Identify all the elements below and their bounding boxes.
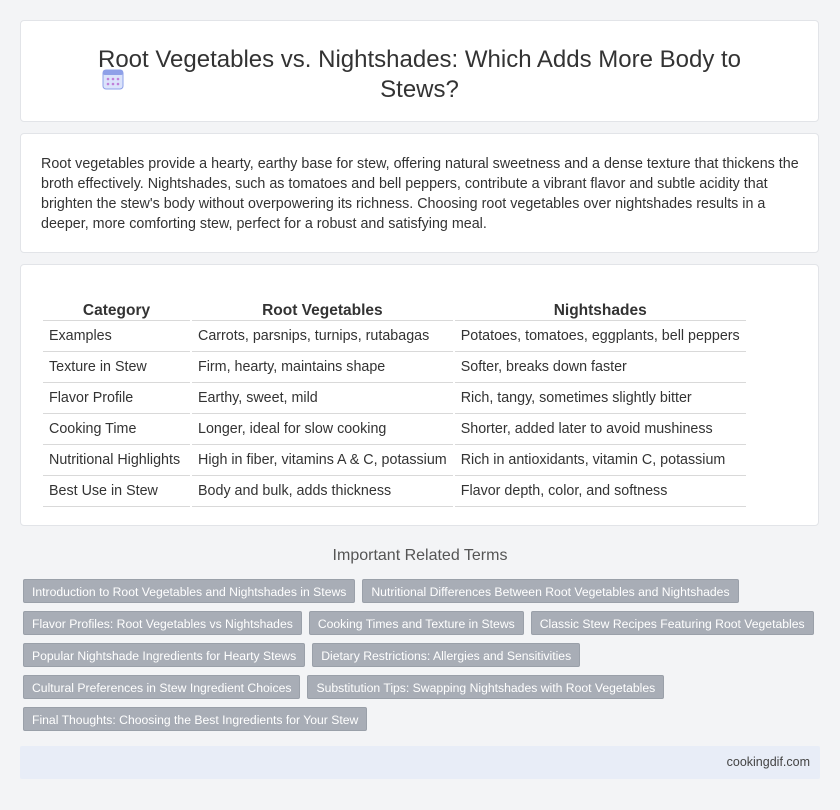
related-term-tag[interactable]: Flavor Profiles: Root Vegetables vs Nightshades bbox=[23, 611, 302, 635]
table-cell: Flavor depth, color, and softness bbox=[455, 476, 746, 507]
table-cell: Nutritional Highlights bbox=[43, 445, 190, 476]
table-cell: Rich in antioxidants, vitamin C, potassium bbox=[455, 445, 746, 476]
table-cell: Body and bulk, adds thickness bbox=[192, 476, 453, 507]
table-header-row bbox=[43, 293, 746, 321]
comparison-table-card bbox=[20, 264, 819, 526]
table-cell: Carrots, parsnips, turnips, rutabagas bbox=[192, 321, 453, 352]
table-row bbox=[43, 445, 746, 476]
related-term-tag[interactable]: Popular Nightshade Ingredients for Hearty Stews bbox=[23, 643, 305, 667]
title-card bbox=[20, 20, 819, 122]
header-root-vegetables: Root Vegetables bbox=[192, 293, 453, 321]
related-term-tag[interactable]: Dietary Restrictions: Allergies and Sensitivities bbox=[312, 643, 580, 667]
table-cell: High in fiber, vitamins A & C, potassium bbox=[192, 445, 453, 476]
table-cell: Examples bbox=[43, 321, 190, 352]
table-cell: Flavor Profile bbox=[43, 383, 190, 414]
table-row bbox=[43, 414, 746, 445]
table-cell: Best Use in Stew bbox=[43, 476, 190, 507]
related-term-tag[interactable]: Substitution Tips: Swapping Nightshades with Root Vegetables bbox=[307, 675, 664, 699]
related-term-tag[interactable]: Introduction to Root Vegetables and Nightshades in Stews bbox=[23, 579, 355, 603]
table-cell: Firm, hearty, maintains shape bbox=[192, 352, 453, 383]
footer bbox=[20, 746, 820, 779]
page-title: Root Vegetables vs. Nightshades: Which Adds More Body to Stews? bbox=[97, 46, 742, 103]
related-terms-list bbox=[23, 579, 823, 739]
table-row bbox=[43, 352, 746, 383]
related-terms-title: Important Related Terms bbox=[332, 547, 508, 564]
table-cell: Earthy, sweet, mild bbox=[192, 383, 453, 414]
table-cell: Potatoes, tomatoes, eggplants, bell peppers bbox=[455, 321, 746, 352]
footer-site-link[interactable]: cookingdif.com bbox=[726, 755, 810, 769]
table-cell: Softer, breaks down faster bbox=[455, 352, 746, 383]
table-cell: Shorter, added later to avoid mushiness bbox=[455, 414, 746, 445]
related-term-tag[interactable]: Final Thoughts: Choosing the Best Ingredients for Your Stew bbox=[23, 707, 367, 731]
related-term-tag[interactable]: Cultural Preferences in Stew Ingredient Choices bbox=[23, 675, 300, 699]
table-cell: Cooking Time bbox=[43, 414, 190, 445]
table-row bbox=[43, 476, 746, 507]
table-row bbox=[43, 383, 746, 414]
related-term-tag[interactable]: Nutritional Differences Between Root Vegetables and Nightshades bbox=[362, 579, 738, 603]
related-term-tag[interactable]: Cooking Times and Texture in Stews bbox=[309, 611, 524, 635]
intro-paragraph: Root vegetables provide a hearty, earthy base for stew, offering natural sweetness and a dense texture that thickens the broth effectively. Nightshades, such as tomatoes and bell peppers, contribute a vibrant flavor and subtle acidity that brighten the stew's body without overpowering its richness. Choosing root vegetables over nightshades results in a deeper, more comforting stew, perfect for a robust and satisfying meal. bbox=[41, 156, 799, 232]
table-cell: Longer, ideal for slow cooking bbox=[192, 414, 453, 445]
table-cell: Texture in Stew bbox=[43, 352, 190, 383]
comparison-table bbox=[41, 293, 748, 507]
related-term-tag[interactable]: Classic Stew Recipes Featuring Root Vegetables bbox=[531, 611, 814, 635]
header-category: Category bbox=[43, 293, 190, 321]
table-cell: Rich, tangy, sometimes slightly bitter bbox=[455, 383, 746, 414]
intro-card bbox=[20, 133, 819, 253]
header-nightshades: Nightshades bbox=[455, 293, 746, 321]
table-row bbox=[43, 321, 746, 352]
